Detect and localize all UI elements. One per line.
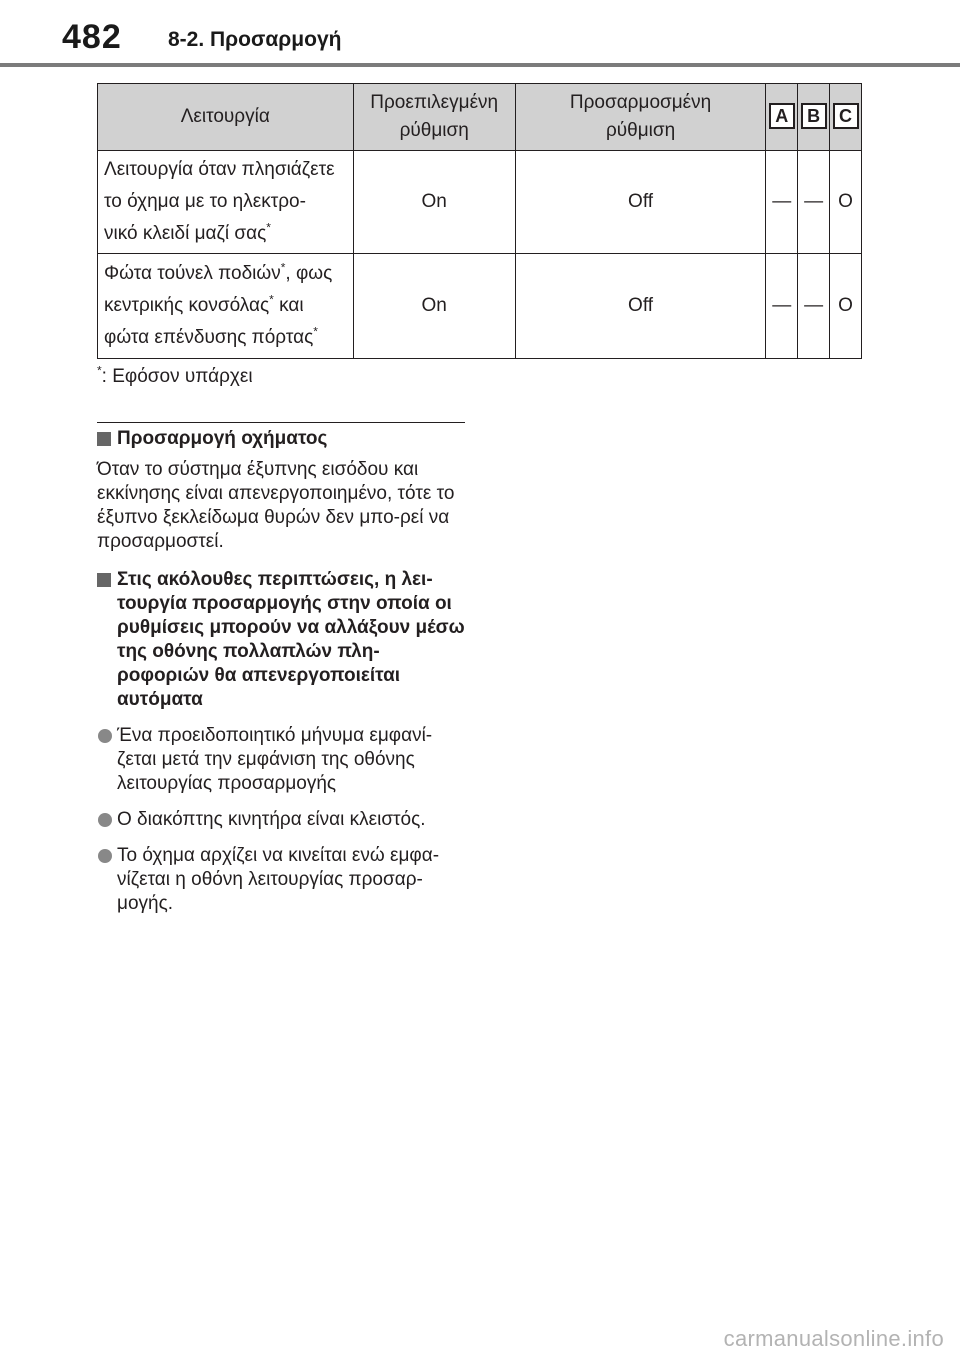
watermark: carmanualsonline.info [723, 1326, 944, 1351]
col-header-c [830, 84, 862, 151]
table-row [98, 151, 862, 254]
round-bullet-icon [98, 849, 112, 863]
vehicle-customization-body: Όταν το σύστημα έξυπνης εισόδου και εκκίνησης είναι απενεργοποιημένο, τότε το έξυπνο ξεκλείδωμα θυρών δεν μπο-ρεί να προσαρμοστεί. [97, 459, 455, 552]
section-title: 8-2. Προσαρμογή [168, 28, 342, 51]
vehicle-customization-heading [97, 427, 469, 451]
cell-a: — [766, 254, 798, 359]
list-item-text: Το όχημα αρχίζει να κινείται ενώ εμφα-νίζεται η οθόνη λειτουργίας προσαρ-μογής. [117, 845, 440, 914]
cell-b: — [798, 254, 830, 359]
list-item [97, 808, 469, 832]
square-bullet-icon [97, 573, 111, 587]
col-header-custom-line1: Προσαρμοσμένη [569, 92, 712, 113]
cell-function [98, 151, 354, 254]
col-header-custom [515, 84, 766, 151]
footnote-marker: * [97, 363, 102, 378]
c-badge: C [833, 103, 859, 129]
footnote-marker: * [266, 220, 271, 235]
list-item [97, 724, 469, 796]
func-text: φώτα επένδυσης πόρτας [104, 327, 314, 348]
table-footnote [97, 363, 253, 388]
round-bullet-icon [98, 813, 112, 827]
col-header-a [766, 84, 798, 151]
heading-text: Προσαρμογή οχήματος [117, 428, 328, 449]
footnote-marker: * [313, 324, 318, 339]
section-divider [97, 422, 465, 423]
col-header-default-line2: ρύθμιση [399, 120, 469, 141]
square-bullet-icon [97, 432, 111, 446]
cell-function [98, 254, 354, 359]
func-text: , φως [285, 263, 333, 284]
func-text: νικό κλειδί μαζί σας [104, 223, 267, 244]
a-badge: A [769, 103, 795, 129]
header-rule [0, 63, 960, 67]
cell-default: On [353, 151, 515, 254]
round-bullet-icon [98, 729, 112, 743]
cell-custom: Off [515, 151, 766, 254]
table-row [98, 254, 862, 359]
cell-b: — [798, 151, 830, 254]
footnote-text: : Εφόσον υπάρχει [101, 366, 253, 387]
func-text: Φώτα τούνελ ποδιών [104, 263, 281, 284]
settings-table [97, 83, 862, 359]
col-header-default [353, 84, 515, 151]
func-text: Λειτουργία όταν πλησιάζετε [104, 159, 335, 180]
table-header-row [98, 84, 862, 151]
b-badge: B [801, 103, 827, 129]
cell-custom: Off [515, 254, 766, 359]
func-text: κεντρικής κονσόλας [104, 295, 270, 316]
col-header-custom-line2: ρύθμιση [605, 120, 676, 141]
col-header-b [798, 84, 830, 151]
col-header-function: Λειτουργία [98, 84, 354, 151]
cell-c: O [830, 254, 862, 359]
list-item [97, 844, 469, 916]
footnote-marker: * [280, 260, 286, 275]
cell-c: O [830, 151, 862, 254]
auto-disable-heading [97, 568, 469, 712]
col-header-default-line1: Προεπιλεγμένη [370, 92, 499, 113]
list-item-text: Ένα προειδοποιητικό μήνυμα εμφανί-ζεται μετά την εμφάνιση της οθόνης λειτουργίας προσαρμογής [117, 725, 433, 794]
page-number: 482 [62, 18, 122, 56]
func-text: το όχημα με το ηλεκτρο- [104, 191, 306, 212]
notes-column [97, 427, 469, 916]
cell-a: — [766, 151, 798, 254]
cell-default: On [353, 254, 515, 359]
list-item-text: Ο διακόπτης κινητήρα είναι κλειστός. [117, 809, 426, 830]
heading-text: Στις ακόλουθες περιπτώσεις, η λει-τουργία προσαρμογής στην οποία οι ρυθμίσεις μπορούν να αλλάξουν μέσω της οθόνης πολλαπλών πλη-ροφοριών θα απενεργοποιείται αυτόματα [117, 569, 465, 710]
footnote-marker: * [269, 292, 274, 307]
func-text: και [273, 295, 304, 316]
